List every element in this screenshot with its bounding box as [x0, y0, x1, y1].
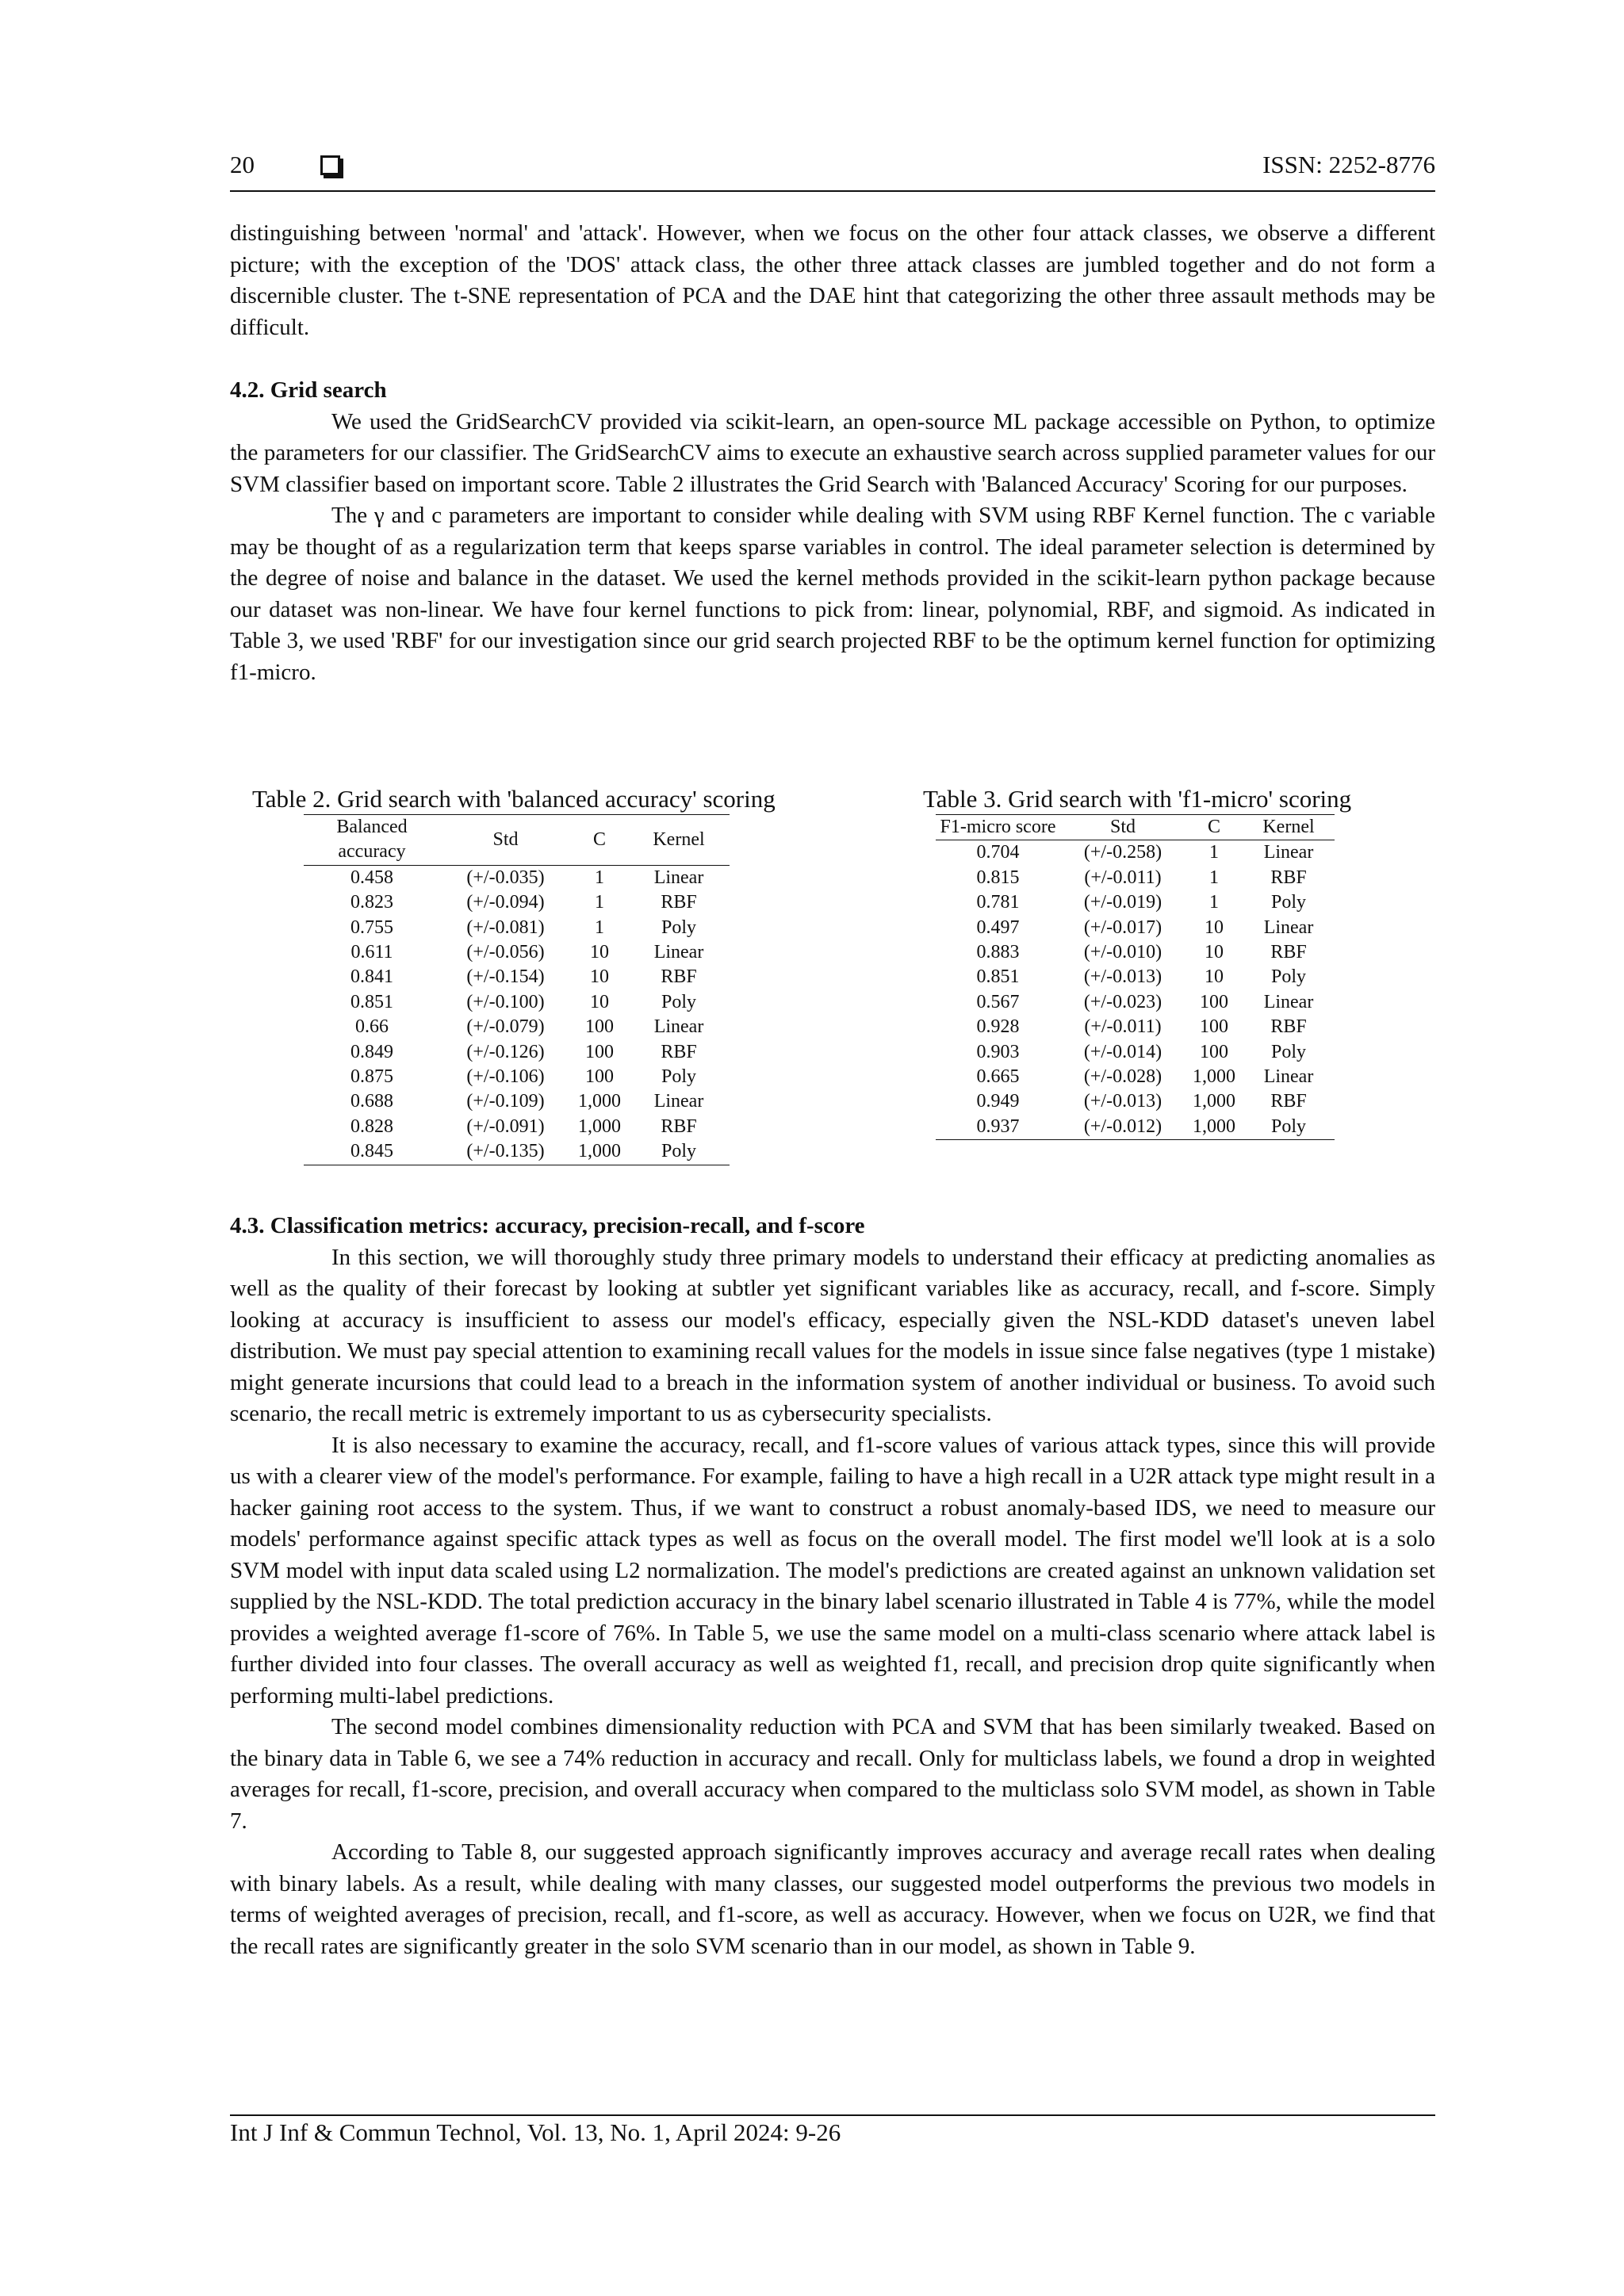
table-cell: (+/-0.056)	[466, 942, 545, 963]
table-cell: 0.688	[350, 1091, 393, 1112]
column-header: Kernel	[1243, 815, 1335, 840]
table-cell: 100	[1200, 1041, 1228, 1062]
table-cell: 100	[585, 1066, 614, 1088]
table-cell: (+/-0.079)	[466, 1016, 545, 1038]
table-cell: 0.949	[976, 1091, 1020, 1112]
table-cell: 100	[1200, 991, 1228, 1012]
table-cell: (+/-0.011)	[1084, 1016, 1162, 1038]
table-cell: (+/-0.011)	[1084, 867, 1162, 888]
table-header-row	[936, 815, 1335, 840]
column-header: Balanced accuracy	[304, 815, 440, 866]
section-heading: 4.2. Grid search	[230, 377, 387, 403]
column-header: Kernel	[628, 815, 730, 866]
table-row	[304, 1089, 730, 1114]
table-cell: Linear	[1263, 1066, 1314, 1088]
table-cell: RBF	[1270, 1091, 1307, 1112]
table-cell: Poly	[1270, 1041, 1306, 1062]
table-row	[936, 866, 1335, 890]
table-cell: 1,000	[571, 1139, 628, 1165]
table-cell: 1	[595, 867, 604, 888]
page-header	[230, 151, 1435, 190]
table-row	[304, 990, 730, 1015]
table-cell: 1,000	[1193, 1091, 1235, 1112]
paragraph: In this section, we will thoroughly study three primary models to understand their efficacy at predicting anomalies as well as the quality of their forecast by looking at subtler yet significant variables like as accuracy, recall, and f-score. Simply looking at accuracy is insufficient to assess our model's efficacy, especially given the NSL-KDD dataset's uneven label distribution. We must pay special attention to examining recall values for the models in issue since false negatives (type 1 mistake) might generate incursions that could lead to a breach in the information system of another individual or business. To avoid such scenario, the recall metric is extremely important to us as cybersecurity specialists.	[230, 1244, 1435, 1426]
table-cell: 1,000	[578, 1115, 621, 1137]
table-cell: Poly	[1270, 892, 1306, 913]
table-cell: 0.665	[976, 1066, 1020, 1088]
table-cell: 0.851	[976, 966, 1020, 988]
table-cell: 1	[595, 892, 604, 913]
table-cell: RBF	[1270, 942, 1307, 963]
table-cell: 10	[590, 966, 609, 988]
table-row	[936, 940, 1335, 965]
section-classification-metrics	[230, 1211, 1435, 1962]
table-cell: 0.851	[350, 991, 393, 1012]
table-caption: Table 2. Grid search with 'balanced accuracy' scoring	[252, 785, 776, 813]
table-row	[304, 940, 730, 965]
table-row	[304, 1015, 730, 1039]
table-row	[936, 1089, 1335, 1114]
table-row	[936, 1015, 1335, 1039]
square-box-icon	[320, 155, 340, 175]
section-heading: 4.3. Classification metrics: accuracy, precision-recall, and f-score	[230, 1213, 865, 1238]
table-cell: (+/-0.258)	[1083, 842, 1162, 863]
table-cell: 0.937	[936, 1115, 1060, 1140]
table-cell: (+/-0.126)	[466, 1041, 545, 1062]
table-row	[304, 865, 730, 890]
table-cell: Linear	[1263, 842, 1314, 863]
table-header-row	[304, 815, 730, 866]
table-cell: (+/-0.013)	[1083, 966, 1162, 988]
paragraph: According to Table 8, our suggested approach significantly improves accuracy and average recall rates when dealing with binary labels. As a result, while dealing with many classes, our suggested model outperforms the previous two models in terms of weighted averages of precision, recall, and f1-score, as well as accuracy. However, when we focus on U2R, we find that the recall rates are significantly greater in the solo SVM scenario than in our model, as shown in Table 9.	[230, 1839, 1435, 1959]
table-row	[936, 965, 1335, 989]
table-cell: Linear	[1263, 916, 1314, 938]
table-cell: Poly	[661, 1066, 696, 1088]
page-number: 20	[230, 151, 255, 178]
table-3	[923, 785, 1351, 1140]
table-cell: 10	[590, 991, 609, 1012]
column-header: Std	[1060, 815, 1185, 840]
table-cell: (+/-0.154)	[466, 966, 545, 988]
section-grid-search	[230, 375, 1435, 688]
column-header: C	[571, 815, 628, 866]
column-header: Std	[440, 815, 571, 866]
table-cell: (+/-0.019)	[1083, 892, 1162, 913]
table-cell: Linear	[653, 942, 704, 963]
table-row	[304, 890, 730, 915]
table-cell: Poly	[1243, 1115, 1335, 1140]
table-row	[304, 916, 730, 940]
table-row	[304, 1115, 730, 1139]
table-cell: 0.567	[976, 991, 1020, 1012]
paragraph: We used the GridSearchCV provided via scikit-learn, an open-source ML package accessible on Python, to optimize the parameters for our classifier. The GridSearchCV aims to execute an exhaustive search across supplied parameter values for our SVM classifier based on important score. Table 2 illustrates the Grid Search with 'Balanced Accuracy' Scoring for our purposes.	[230, 408, 1435, 497]
table-cell: (+/-0.023)	[1083, 991, 1162, 1012]
table-cell: (+/-0.091)	[466, 1115, 545, 1137]
table-cell: 0.875	[350, 1066, 393, 1088]
table-cell: 0.845	[304, 1139, 440, 1165]
table-cell: 0.823	[350, 892, 393, 913]
table-cell: 0.841	[350, 966, 393, 988]
table-cell: 10	[1205, 966, 1224, 988]
table-cell: RBF	[1270, 1016, 1307, 1038]
table-cell: (+/-0.013)	[1083, 1091, 1162, 1112]
issn: ISSN: 2252-8776	[1262, 151, 1435, 178]
table-cell: 10	[590, 942, 609, 963]
table-cell: (+/-0.135)	[440, 1139, 571, 1165]
column-header: C	[1185, 815, 1243, 840]
table-cell: 0.883	[976, 942, 1020, 963]
header-rule	[230, 190, 1435, 192]
table-cell: (+/-0.094)	[466, 892, 545, 913]
table-cell: 1,000	[578, 1091, 621, 1112]
table-cell: Linear	[653, 1091, 704, 1112]
intro-paragraph: distinguishing between 'normal' and 'attack'. However, when we focus on the other four attack classes, we observe a different picture; with the exception of the 'DOS' attack class, the other three attack classes are jumbled together and do not form a discernible cluster. The t-SNE representation of PCA and the DAE hint that categorizing the other three assault methods may be difficult.	[230, 220, 1435, 340]
paragraph: The γ and c parameters are important to consider while dealing with SVM using RBF Kernel function. The c variable may be thought of as a regularization term that keeps sparse variables in control. The ideal parameter selection is determined by the degree of noise and balance in the dataset. We used the kernel methods provided in the scikit-learn python package because our dataset was non-linear. We have four kernel functions to pick from: linear, polynomial, RBF, and sigmoid. As indicated in Table 3, we used 'RBF' for our investigation since our grid search projected RBF to be the optimum kernel function for optimizing f1-micro.	[230, 503, 1435, 685]
table-row	[936, 1040, 1335, 1065]
table-cell: 100	[585, 1016, 614, 1038]
table-cell: 1	[595, 916, 604, 938]
table-cell: 10	[1205, 916, 1224, 938]
table-cell: (+/-0.014)	[1083, 1041, 1162, 1062]
table-2-grid	[304, 814, 730, 1165]
table-row	[936, 1115, 1335, 1140]
table-cell: 1	[1209, 892, 1219, 913]
table-row	[936, 1065, 1335, 1089]
table-cell: Poly	[661, 916, 696, 938]
table-cell: (+/-0.012)	[1060, 1115, 1185, 1140]
table-cell: 0.815	[976, 867, 1020, 888]
table-2	[252, 785, 776, 1165]
table-cell: 0.458	[350, 867, 393, 888]
table-cell: 0.704	[976, 842, 1020, 863]
table-cell: 1,000	[1185, 1115, 1243, 1140]
table-cell: 0.849	[350, 1041, 393, 1062]
paragraph: The second model combines dimensionality reduction with PCA and SVM that has been similarly tweaked. Based on the binary data in Table 6, we see a 74% reduction in accuracy and recall. Only for multiclass labels, we found a drop in weighted averages for recall, f1-score, precision, and overall accuracy when compared to the multiclass solo SVM model, as shown in Table 7.	[230, 1714, 1435, 1834]
table-cell: RBF	[661, 1041, 697, 1062]
table-cell: Poly	[1270, 966, 1306, 988]
table-cell: (+/-0.017)	[1083, 916, 1162, 938]
table-cell: (+/-0.106)	[466, 1066, 545, 1088]
table-row	[936, 990, 1335, 1015]
table-3-grid	[936, 814, 1335, 1140]
table-row	[304, 1040, 730, 1065]
table-cell: (+/-0.035)	[466, 867, 545, 888]
table-cell: 10	[1205, 942, 1224, 963]
table-cell: Poly	[628, 1139, 730, 1165]
table-cell: 0.828	[350, 1115, 393, 1137]
column-header: F1-micro score	[936, 815, 1060, 840]
table-cell: 0.903	[976, 1041, 1020, 1062]
table-cell: 0.66	[355, 1016, 389, 1038]
table-row	[936, 840, 1335, 866]
table-cell: Linear	[1263, 991, 1314, 1012]
table-cell: RBF	[661, 966, 697, 988]
table-cell: 100	[585, 1041, 614, 1062]
table-row	[936, 890, 1335, 915]
table-cell: (+/-0.028)	[1083, 1066, 1162, 1088]
table-cell: 0.755	[350, 916, 393, 938]
table-caption: Table 3. Grid search with 'f1-micro' scoring	[923, 785, 1352, 813]
table-row	[936, 916, 1335, 940]
table-cell: 1,000	[1193, 1066, 1235, 1088]
table-cell: Poly	[661, 991, 696, 1012]
table-cell: 0.781	[976, 892, 1020, 913]
table-cell: (+/-0.100)	[466, 991, 545, 1012]
table-cell: (+/-0.010)	[1083, 942, 1162, 963]
paragraph: It is also necessary to examine the accuracy, recall, and f1-score values of various attack types, since this will provide us with a clearer view of the model's performance. For example, failing to have a high recall in a U2R attack type might result in a hacker gaining root access to the system. Thus, if we want to construct a robust anomaly-based IDS, we need to measure our models' performance against specific attack types as well as focus on the overall model. The first model we'll look at is a solo SVM model with input data scaled using L2 normalization. The model's predictions are created against an unknown validation set supplied by the NSL-KDD. The total prediction accuracy in the binary label scenario illustrated in Table 4 is 77%, while the model provides a weighted average f1-score of 76%. In Table 5, we use the same model on a multi-class scenario where attack label is further divided into four classes. The overall accuracy as well as weighted f1, recall, and precision drop quite significantly when performing multi-label predictions.	[230, 1432, 1435, 1709]
table-cell: RBF	[1270, 867, 1307, 888]
table-cell: RBF	[661, 1115, 697, 1137]
intro-paragraph-block	[230, 218, 1435, 343]
table-cell: 1	[1209, 842, 1219, 863]
table-cell: 0.928	[976, 1016, 1020, 1038]
footer-rule	[230, 2114, 1435, 2116]
table-cell: 100	[1200, 1016, 1228, 1038]
footer-citation: Int J Inf & Commun Technol, Vol. 13, No. 1, April 2024: 9-26	[230, 2118, 841, 2146]
table-cell: 0.611	[350, 942, 393, 963]
table-cell: 0.497	[976, 916, 1020, 938]
table-row	[304, 965, 730, 989]
table-cell: RBF	[661, 892, 697, 913]
table-cell: Linear	[653, 867, 704, 888]
table-cell: Linear	[653, 1016, 704, 1038]
table-cell: (+/-0.081)	[466, 916, 545, 938]
table-row	[304, 1065, 730, 1089]
table-row	[304, 1139, 730, 1165]
table-cell: (+/-0.109)	[466, 1091, 545, 1112]
table-cell: 1	[1209, 867, 1219, 888]
